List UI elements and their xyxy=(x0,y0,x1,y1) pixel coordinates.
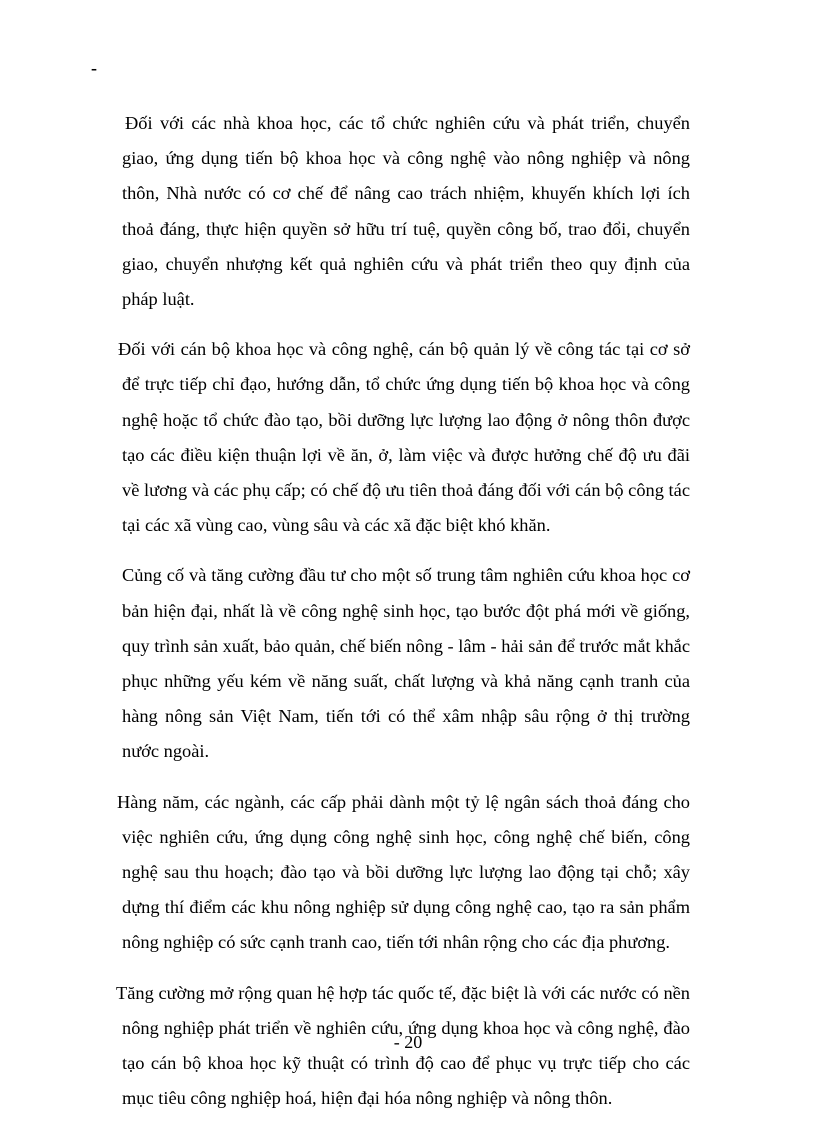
page-number: - 20 xyxy=(393,1032,423,1052)
body-text xyxy=(116,106,690,1131)
paragraph-research-centers: Củng cố và tăng cường đầu tư cho một số trung tâm nghiên cứu khoa học cơ bản hiện đại, nhất là về công nghệ sinh học, tạo bước đột phá mới về giống, quy trình sản xuất, bảo quản, chế biến nông - lâm - hải sản để trước mắt khắc phục những yếu kém về năng suất, chất lượng và khả năng cạnh tranh của hàng nông sản Việt Nam, tiến tới có thể xâm nhập sâu rộng ở thị trường nước ngoài. xyxy=(122,565,690,762)
paragraph-international-cooperation: Tăng cường mở rộng quan hệ hợp tác quốc tế, đặc biệt là với các nước có nền nông nghiệp phát triển về nghiên cứu, ứng dụng khoa học và công nghệ, đào tạo cán bộ khoa học kỹ thuật có trình độ cao để phục vụ trực tiếp cho các mục tiêu công nghiệp hoá, hiện đại hóa nông nghiệp và nông thôn. xyxy=(116,982,690,1109)
top-dash-mark: - xyxy=(91,58,97,78)
paragraph-annual-budget: Hàng năm, các ngành, các cấp phải dành một tỷ lệ ngân sách thoả đáng cho việc nghiên cứu, ứng dụng công nghệ sinh học, công nghệ chế biến, công nghệ sau thu hoạch; đào tạo và bồi dưỡng lực lượng lao động tại chỗ; xây dựng thí điểm các khu nông nghiệp sử dụng công nghệ cao, tạo ra sản phẩm nông nghiệp có sức cạnh tranh cao, tiến tới nhân rộng cho các địa phương. xyxy=(117,791,690,953)
paragraph-officials: Đối với cán bộ khoa học và công nghệ, cán bộ quản lý về công tác tại cơ sở để trực tiếp chỉ đạo, hướng dẫn, tổ chức ứng dụng tiến bộ khoa học và công nghệ hoặc tổ chức đào tạo, bồi dưỡng lực lượng lao động ở nông thôn được tạo các điều kiện thuận lợi về ăn, ở, làm việc và được hưởng chế độ ưu đãi về lương và các phụ cấp; có chế độ ưu tiên thoả đáng đối với cán bộ công tác tại các xã vùng cao, vùng sâu và các xã đặc biệt khó khăn. xyxy=(118,339,690,536)
paragraph-scientists: Đối với các nhà khoa học, các tổ chức nghiên cứu và phát triển, chuyển giao, ứng dụng tiến bộ khoa học và công nghệ vào nông nghiệp và nông thôn, Nhà nước có cơ chế để nâng cao trách nhiệm, khuyến khích lợi ích thoả đáng, thực hiện quyền sở hữu trí tuệ, quyền công bố, trao đổi, chuyển giao, chuyển nhượng kết quả nghiên cứu và phát triển theo quy định của pháp luật. xyxy=(122,113,690,310)
